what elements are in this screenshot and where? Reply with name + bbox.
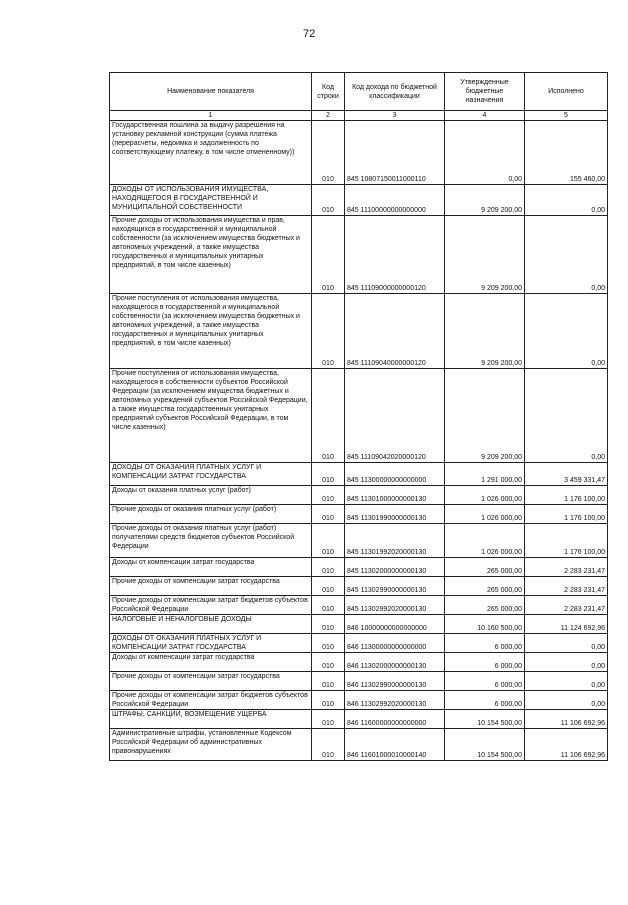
row-name: НАЛОГОВЫЕ И НЕНАЛОГОВЫЕ ДОХОДЫ xyxy=(110,615,312,634)
row-income-code: 846 11302000000000130 xyxy=(345,653,445,672)
row-approved-value: 10 160 500,00 xyxy=(445,615,525,634)
row-executed-value: 155 460,00 xyxy=(525,121,608,185)
row-line-code: 010 xyxy=(312,185,345,216)
row-income-code: 845 11301992020000130 xyxy=(345,524,445,558)
row-executed-value: 0,00 xyxy=(525,185,608,216)
row-name: Прочие доходы от использования имущества и прав, находящихся в государственной и муниципальной собственности (за исключением имущества бюджетных и автономных учреждений, а также имущества государственных и муниципальных унитарных предприятий, в том числе казенных) xyxy=(110,216,312,294)
row-approved-value: 10 154 500,00 xyxy=(445,710,525,729)
table-row xyxy=(110,577,608,596)
row-name: ДОХОДЫ ОТ ИСПОЛЬЗОВАНИЯ ИМУЩЕСТВА, НАХОДЯЩЕГОСЯ В ГОСУДАРСТВЕННОЙ И МУНИЦИПАЛЬНОЙ СОБСТВЕННОСТИ xyxy=(110,185,312,216)
column-number: 5 xyxy=(525,111,608,121)
row-name: Прочие доходы от оказания платных услуг (работ) получателями средств бюджетов субъектов Российской Федерации xyxy=(110,524,312,558)
table-row xyxy=(110,596,608,615)
row-line-code: 010 xyxy=(312,615,345,634)
row-name: ШТРАФЫ, САНКЦИИ, ВОЗМЕЩЕНИЕ УЩЕРБА xyxy=(110,710,312,729)
header-approved: Утвержденные бюджетные назначения xyxy=(445,73,525,111)
table-row xyxy=(110,294,608,369)
row-approved-value: 9 209 200,00 xyxy=(445,294,525,369)
row-name: Государственная пошлина за выдачу разрешения на установку рекламной конструкции (сумма платежа (перерасчеты, недоимка и задолженность по соответствующему платежу, в том числе отмененному)) xyxy=(110,121,312,185)
row-executed-value: 0,00 xyxy=(525,634,608,653)
row-income-code: 846 11600000000000000 xyxy=(345,710,445,729)
column-number: 2 xyxy=(312,111,345,121)
row-income-code: 845 11109040000000120 xyxy=(345,294,445,369)
column-number: 1 xyxy=(110,111,312,121)
row-executed-value: 1 176 100,00 xyxy=(525,486,608,505)
row-executed-value: 0,00 xyxy=(525,294,608,369)
row-executed-value: 2 283 231,47 xyxy=(525,577,608,596)
table-row xyxy=(110,634,608,653)
row-name: ДОХОДЫ ОТ ОКАЗАНИЯ ПЛАТНЫХ УСЛУГ И КОМПЕНСАЦИИ ЗАТРАТ ГОСУДАРСТВА xyxy=(110,634,312,653)
row-approved-value: 1 026 000,00 xyxy=(445,505,525,524)
row-approved-value: 6 000,00 xyxy=(445,691,525,710)
table-row xyxy=(110,524,608,558)
table-row xyxy=(110,369,608,463)
row-line-code: 010 xyxy=(312,505,345,524)
row-income-code: 845 11301990000000130 xyxy=(345,505,445,524)
row-line-code: 010 xyxy=(312,577,345,596)
row-line-code: 010 xyxy=(312,710,345,729)
row-income-code: 846 10000000000000000 xyxy=(345,615,445,634)
row-executed-value: 0,00 xyxy=(525,672,608,691)
row-line-code: 010 xyxy=(312,486,345,505)
row-approved-value: 265 000,00 xyxy=(445,577,525,596)
row-executed-value: 1 176 100,00 xyxy=(525,524,608,558)
table-row xyxy=(110,691,608,710)
row-line-code: 010 xyxy=(312,672,345,691)
row-name: Административные штрафы, установленные Кодексом Российской Федерации об административных правонарушениях xyxy=(110,729,312,761)
table-row xyxy=(110,672,608,691)
header-income-code: Код дохода по бюджетной классификации xyxy=(345,73,445,111)
header-line-code: Код строки xyxy=(312,73,345,111)
column-number: 4 xyxy=(445,111,525,121)
row-approved-value: 10 154 500,00 xyxy=(445,729,525,761)
row-name: Прочие доходы от компенсации затрат государства xyxy=(110,672,312,691)
row-executed-value: 0,00 xyxy=(525,216,608,294)
row-income-code: 845 11109042020000120 xyxy=(345,369,445,463)
row-name: Прочие доходы от компенсации затрат бюджетов субъектов Российской Федерации xyxy=(110,691,312,710)
row-line-code: 010 xyxy=(312,596,345,615)
page-number: 72 xyxy=(303,28,316,40)
row-line-code: 010 xyxy=(312,729,345,761)
row-income-code: 845 10807150011000110 xyxy=(345,121,445,185)
row-executed-value: 0,00 xyxy=(525,369,608,463)
row-name: Прочие поступления от использования имущества, находящегося в государственной и муниципальной собственности (за исключением имущества бюджетных и автономных учреждений, а также имущества государственных и муниципальных унитарных предприятий, в том числе казенных) xyxy=(110,294,312,369)
row-executed-value: 1 176 100,00 xyxy=(525,505,608,524)
row-income-code: 845 11109000000000120 xyxy=(345,216,445,294)
table-row xyxy=(110,729,608,761)
row-line-code: 010 xyxy=(312,369,345,463)
column-number: 3 xyxy=(345,111,445,121)
table-row xyxy=(110,216,608,294)
row-line-code: 010 xyxy=(312,691,345,710)
row-name: Прочие доходы от оказания платных услуг (работ) xyxy=(110,505,312,524)
row-income-code: 846 11302992020000130 xyxy=(345,691,445,710)
row-approved-value: 265 000,00 xyxy=(445,558,525,577)
row-line-code: 010 xyxy=(312,558,345,577)
table-row xyxy=(110,463,608,486)
row-name: Доходы от оказания платных услуг (работ) xyxy=(110,486,312,505)
row-income-code: 845 11302990000000130 xyxy=(345,577,445,596)
budget-report-table xyxy=(109,72,608,761)
table-row xyxy=(110,505,608,524)
row-income-code: 845 11300000000000000 xyxy=(345,463,445,486)
table-row xyxy=(110,653,608,672)
row-name: Прочие поступления от использования имущества, находящегося в собственности субъектов Российской Федерации (за исключением имущества бюджетных и автономных учреждений субъектов Российской Федерации, а также имущества государственных унитарных предприятий субъектов Российской Федерации, в том числе казенных) xyxy=(110,369,312,463)
row-line-code: 010 xyxy=(312,463,345,486)
header-executed: Исполнено xyxy=(525,73,608,111)
row-income-code: 846 11302990000000130 xyxy=(345,672,445,691)
header-name: Наименование показателя xyxy=(110,73,312,111)
row-approved-value: 1 291 000,00 xyxy=(445,463,525,486)
table-row xyxy=(110,615,608,634)
row-approved-value: 1 026 000,00 xyxy=(445,524,525,558)
row-line-code: 010 xyxy=(312,524,345,558)
row-executed-value: 3 459 331,47 xyxy=(525,463,608,486)
row-line-code: 010 xyxy=(312,634,345,653)
row-income-code: 845 11302992020000130 xyxy=(345,596,445,615)
table-row xyxy=(110,185,608,216)
row-name: Доходы от компенсации затрат государства xyxy=(110,653,312,672)
row-line-code: 010 xyxy=(312,653,345,672)
row-name: ДОХОДЫ ОТ ОКАЗАНИЯ ПЛАТНЫХ УСЛУГ И КОМПЕНСАЦИИ ЗАТРАТ ГОСУДАРСТВА xyxy=(110,463,312,486)
row-line-code: 010 xyxy=(312,294,345,369)
row-executed-value: 0,00 xyxy=(525,691,608,710)
row-executed-value: 11 124 692,96 xyxy=(525,615,608,634)
row-approved-value: 6 000,00 xyxy=(445,653,525,672)
row-income-code: 845 11100000000000000 xyxy=(345,185,445,216)
table-row xyxy=(110,121,608,185)
row-income-code: 845 11302000000000130 xyxy=(345,558,445,577)
row-executed-value: 2 283 231,47 xyxy=(525,596,608,615)
row-name: Доходы от компенсации затрат государства xyxy=(110,558,312,577)
row-income-code: 846 11601000010000140 xyxy=(345,729,445,761)
row-income-code: 846 11300000000000000 xyxy=(345,634,445,653)
row-executed-value: 0,00 xyxy=(525,653,608,672)
table-row xyxy=(110,710,608,729)
row-approved-value: 265 000,00 xyxy=(445,596,525,615)
row-executed-value: 11 106 692,96 xyxy=(525,729,608,761)
row-executed-value: 2 283 231,47 xyxy=(525,558,608,577)
row-name: Прочие доходы от компенсации затрат государства xyxy=(110,577,312,596)
row-income-code: 845 11301000000000130 xyxy=(345,486,445,505)
row-approved-value: 0,00 xyxy=(445,121,525,185)
row-approved-value: 6 000,00 xyxy=(445,672,525,691)
row-executed-value: 11 106 692,96 xyxy=(525,710,608,729)
row-approved-value: 1 026 000,00 xyxy=(445,486,525,505)
table-row xyxy=(110,558,608,577)
table-row xyxy=(110,486,608,505)
row-approved-value: 9 209 200,00 xyxy=(445,369,525,463)
row-name: Прочие доходы от компенсации затрат бюджетов субъектов Российской Федерации xyxy=(110,596,312,615)
row-approved-value: 6 000,00 xyxy=(445,634,525,653)
row-line-code: 010 xyxy=(312,121,345,185)
row-approved-value: 9 209 200,00 xyxy=(445,216,525,294)
row-line-code: 010 xyxy=(312,216,345,294)
row-approved-value: 9 209 200,00 xyxy=(445,185,525,216)
